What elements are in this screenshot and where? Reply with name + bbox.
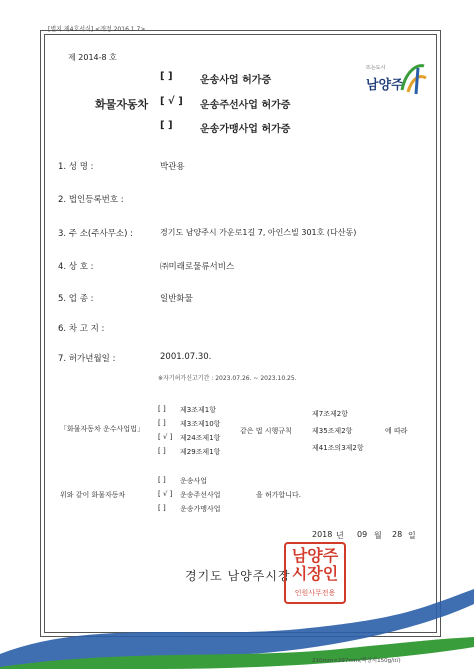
- license-name-2: 운송주선사업 허가증: [200, 100, 291, 111]
- field-value-trade-name: ㈜미래로물류서비스: [160, 262, 235, 272]
- law-article-mark-4: [ ]: [158, 447, 166, 455]
- law-article-4: 제29조제1항: [180, 448, 221, 456]
- field-value-business-type: 일반화물: [160, 294, 193, 304]
- license-mark-3: [ ]: [160, 120, 173, 131]
- license-name-3: 운송가맹사업 허가증: [200, 124, 291, 135]
- seal-line-3: 인원사무전용: [294, 589, 336, 597]
- field-label-corp-reg: 2. 법인등록번호 :: [58, 195, 124, 205]
- field-label-trade-name: 4. 상 호 :: [58, 262, 94, 272]
- issue-month-unit: 월: [374, 531, 382, 540]
- law-rule-2: 제35조제2항: [312, 427, 353, 435]
- seal-line-2: 시장인: [291, 564, 339, 583]
- law-article-1: 제3조제1항: [180, 406, 216, 414]
- issuer-name: 경기도 남양주시장: [185, 569, 291, 583]
- validity-note: ※자기허가신고기간 : 2023.07.26. ~ 2023.10.25.: [158, 375, 297, 382]
- license-name-1: 운송사업 허가증: [200, 75, 272, 86]
- field-label-garage: 6. 차 고 지 :: [58, 324, 105, 334]
- law-article-2: 제3조제10항: [180, 420, 221, 428]
- grant-option-mark-2: [ √ ]: [158, 490, 173, 498]
- grant-prefix: 위와 같이 화물자동차: [60, 491, 126, 499]
- city-logo: [360, 60, 430, 100]
- grant-option-3: 운송가맹사업: [180, 505, 221, 513]
- seal-line-1: 남양주: [291, 546, 339, 565]
- law-name: 「화물자동차 운수사업법」: [60, 425, 144, 433]
- decorative-wave: [0, 579, 474, 669]
- field-label-business-type: 5. 업 종 :: [58, 294, 94, 304]
- paper-size-note: 210mm×297mm(백상지150g/㎡): [312, 658, 401, 664]
- field-label-address: 3. 주 소(주사무소) :: [58, 229, 133, 239]
- logo-swirl-icon: [398, 60, 428, 96]
- field-value-address: 경기도 남양주시 가운로1길 7, 아인스빌 301호 (다산동): [160, 228, 357, 237]
- issue-year-unit: 년: [336, 531, 344, 540]
- field-label-name: 1. 성 명 :: [58, 162, 94, 172]
- doc-number: 제 2014-8 호: [68, 53, 117, 62]
- issue-year: 2018: [312, 530, 333, 539]
- issue-day: 28: [392, 530, 403, 539]
- law-article-3: 제24조제1항: [180, 434, 221, 442]
- logo-text: 남양주: [366, 78, 404, 93]
- issue-day-unit: 일: [408, 531, 416, 540]
- field-value-name: 박관용: [160, 162, 185, 172]
- issue-month: 09: [357, 530, 368, 539]
- law-middle-text: 같은 법 시행규칙: [240, 427, 292, 435]
- grant-option-mark-3: [ ]: [158, 504, 166, 512]
- license-mark-1: [ ]: [160, 71, 173, 82]
- grant-option-mark-1: [ ]: [158, 476, 166, 484]
- grant-option-2: 운송주선사업: [180, 491, 221, 499]
- grant-option-1: 운송사업: [180, 477, 208, 485]
- field-label-permit-date: 7. 허가년월일 :: [58, 354, 116, 364]
- law-article-mark-1: [ ]: [158, 405, 166, 413]
- law-article-mark-2: [ ]: [158, 419, 166, 427]
- field-value-permit-date: 2001.07.30.: [160, 352, 212, 362]
- logo-small-text: 뜨는도시: [366, 65, 386, 71]
- license-category: 화물자동차: [95, 98, 149, 111]
- license-mark-2: [ √ ]: [160, 96, 183, 107]
- grant-suffix: 을 허가합니다.: [256, 491, 302, 499]
- law-article-mark-3: [ √ ]: [158, 433, 173, 441]
- law-rule-3: 제41조의3제2항: [312, 444, 364, 452]
- law-tail: 에 따라: [385, 427, 408, 435]
- law-rule-1: 제7조제2항: [312, 410, 348, 418]
- form-label: [별지 제4호서식] <개정 2016.1.7>: [48, 26, 146, 33]
